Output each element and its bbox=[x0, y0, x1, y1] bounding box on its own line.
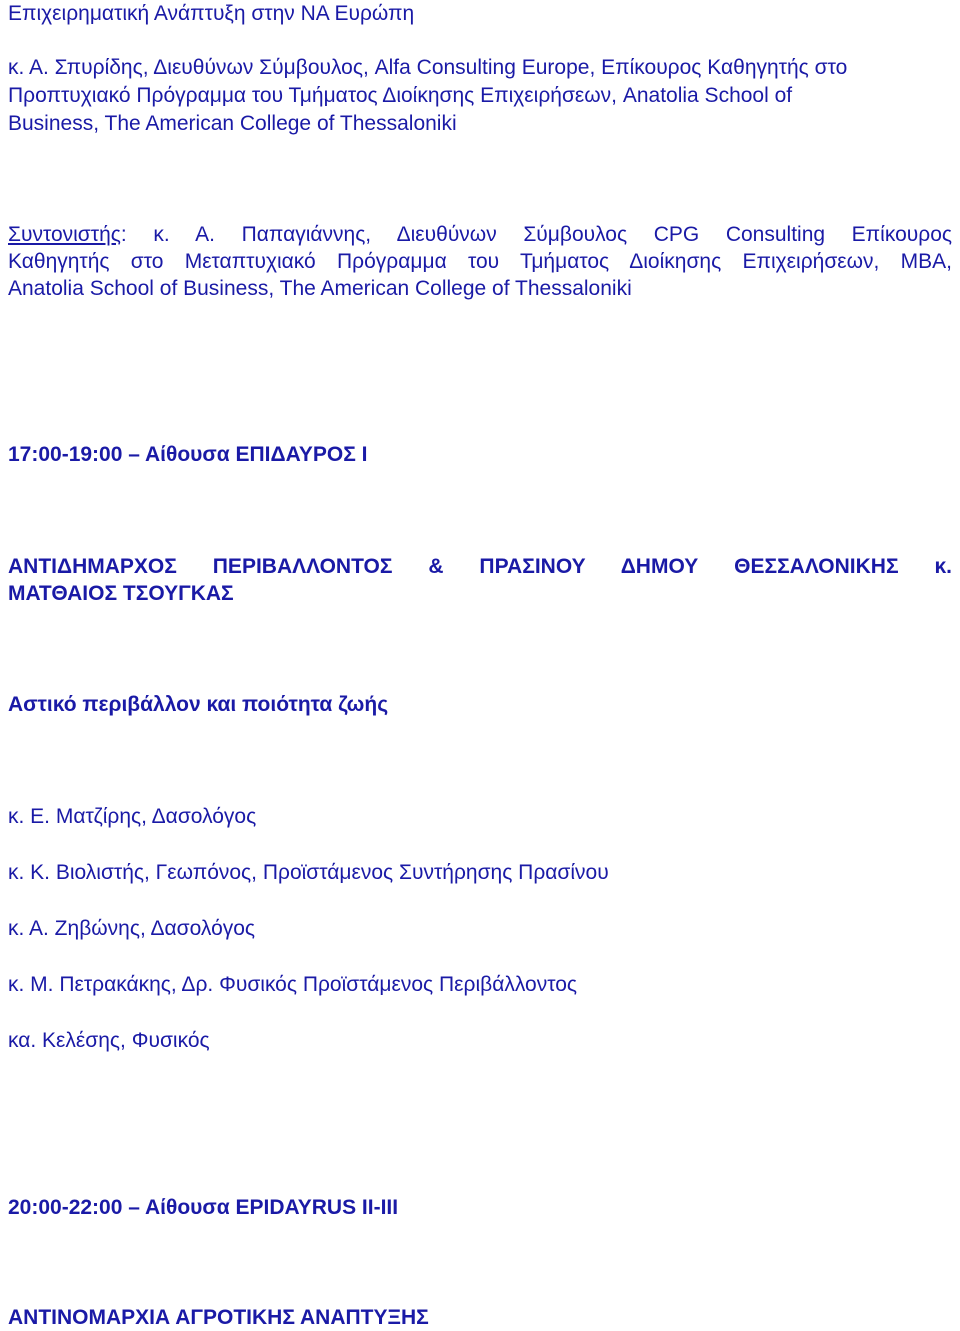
session1-speaker: κ. Α. Ζηβώνης, Δασολόγος bbox=[8, 917, 256, 940]
coordinator-line-2: Καθηγητής στο Μεταπτυχιακό Πρόγραμμα του Τμήματος Διοίκησης Επιχειρήσεων, ΜΒΑ, bbox=[8, 250, 952, 273]
session2-organizer: ΑΝΤΙΝΟΜΑΡΧΙΑ ΑΓΡΟΤΙΚΗΣ ΑΝΑΠΤΥΞΗΣ bbox=[8, 1306, 429, 1329]
session1-speaker: κ. Κ. Βιολιστής, Γεωπόνος, Προϊστάμενος Συντήρησης Πρασίνου bbox=[8, 861, 609, 884]
session1-organizer-line-2: ΜΑΤΘΑΙΟΣ ΤΣΟΥΓΚΑΣ bbox=[8, 582, 234, 605]
speaker-line-2: Προπτυχιακό Πρόγραμμα του Τμήματος Διοίκησης Επιχειρήσεων, Anatolia School of bbox=[8, 84, 793, 107]
speaker-line-1: κ. Α. Σπυρίδης, Διευθύνων Σύμβουλος, Alfa Consulting Europe, Επίκουρος Καθηγητής στο bbox=[8, 56, 848, 79]
coordinator-name: : κ. Α. Παπαγιάννης, Διευθύνων Σύμβουλος CPG Consulting Επίκουρος bbox=[120, 223, 952, 246]
session1-time-room: 17:00-19:00 – Αίθουσα ΕΠΙΔΑΥΡΟΣ Ι bbox=[8, 443, 368, 466]
coordinator-label: Συντονιστής bbox=[8, 223, 121, 246]
coordinator-line-3: Anatolia School of Business, The American College of Thessaloniki bbox=[8, 277, 632, 300]
session1-speaker: κ. Ε. Ματζίρης, Δασολόγος bbox=[8, 805, 257, 828]
session1-topic: Αστικό περιβάλλον και ποιότητα ζωής bbox=[8, 693, 389, 716]
session1-speaker: κ. Μ. Πετρακάκης, Δρ. Φυσικός Προϊστάμενος Περιβάλλοντος bbox=[8, 973, 577, 996]
session1-speaker: κα. Κελέσης, Φυσικός bbox=[8, 1029, 210, 1052]
speaker-line-3: Business, The American College of Thessaloniki bbox=[8, 112, 457, 135]
session1-organizer-line-1: ΑΝΤΙΔΗΜΑΡΧΟΣ ΠΕΡΙΒΑΛΛΟΝΤΟΣ & ΠΡΑΣΙΝΟΥ ΔΗΜΟΥ ΘΕΣΣΑΛΟΝΙΚΗΣ κ. bbox=[8, 555, 952, 578]
session2-time-room: 20:00-22:00 – Αίθουσα EPIDAYRUS II-III bbox=[8, 1196, 399, 1219]
coordinator-line-1 bbox=[8, 221, 952, 248]
header-title: Επιχειρηματική Ανάπτυξη στην ΝΑ Ευρώπη bbox=[8, 2, 415, 25]
